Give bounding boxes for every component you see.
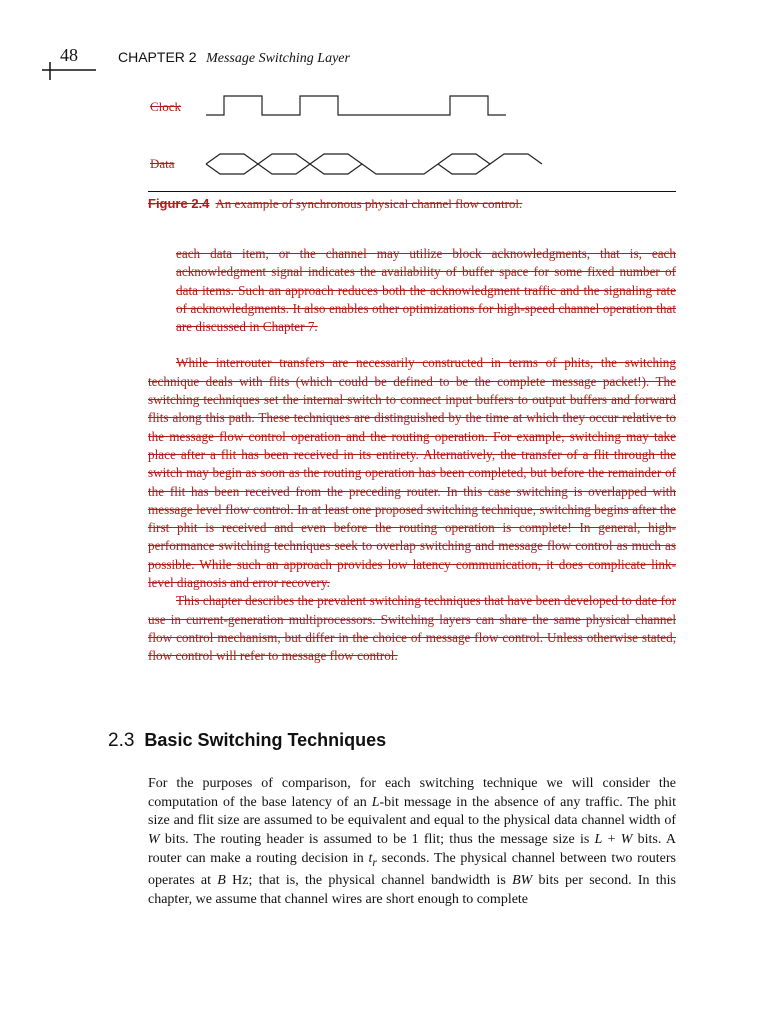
- chapter-title: Message Switching Layer: [206, 51, 350, 66]
- chapter-label: CHAPTER 2: [118, 49, 197, 65]
- clock-label: Clock: [150, 99, 182, 114]
- running-head: [118, 49, 350, 67]
- section-heading: [108, 730, 386, 752]
- struck-text-block: [148, 245, 676, 666]
- figure-caption-text: An example of synchronous physical channel flow control.: [215, 196, 523, 211]
- paragraph-3: This chapter describes the prevalent switching techniques that have been developed to date for use in current-generation multiprocessors. Switching layers can share the same physical channel flow control mechanism, but differ in the choice of message flow control. Unless otherwise stated, flow control will refer to message flow control.: [148, 593, 676, 664]
- indented-paragraph: each data item, or the channel may utilize block acknowledgments, that is, each acknowledgment signal indicates the availability of buffer space for some fixed number of data items. Such an approach reduces both the acknowledgment traffic and the signaling rate of acknowledgments. It also enables other optimizations for high-speed channel operation that are discussed in Chapter 7.: [176, 246, 676, 335]
- body-paragraph: For the purposes of comparison, for each switching technique we will consider the computation of the base latency of an L-bit message in the absence of any traffic. The phit size and flit size are assumed to be equivalent and equal to the physical data channel width of W bits. The routing header is assumed to be 1 flit; thus the message size is L + W bits. A router can make a routing decision in $t_r$ seconds. The physical channel between two routers operates at B Hz; that is, the physical channel bandwidth is BW bits per second. In this chapter, we assume that channel wires are short enough to complete: [148, 776, 677, 908]
- figure-label: Figure 2.4: [148, 196, 210, 211]
- section-title: Basic Switching Techniques: [144, 730, 387, 750]
- paragraph-2: While interrouter transfers are necessarily constructed in terms of phits, the switching technique deals with flits (which could be defined to be the complete message packet!). The switching techniques set the internal switch to connect input buffers to output buffers and forward flits along this path. These techniques are distinguished by the time at which they occur relative to the message flow control operation and the routing operation. For example, switching may take place after a flit has been received in its entirety. Alternatively, the transfer of a flit through the switch may begin as soon as the routing operation has been completed, but before the remainder of the flit has been received from the preceding router. In this case switching is overlapped with message level flow control. In at least one proposed switching technique, switching begins after the first phit is received and even before the routing operation is complete! In general, high-performance switching techniques seek to overlap switching and message flow control as much as possible. While such an approach provides low latency communication, it does complicate link-level diagnosis and error recovery.: [148, 355, 676, 591]
- figure-rule: [148, 191, 676, 192]
- data-label: Data: [150, 156, 175, 171]
- crop-mark-icon: [42, 60, 96, 80]
- data-waveform: [206, 154, 542, 174]
- page-number: 48: [60, 45, 78, 65]
- clock-waveform: [206, 96, 506, 115]
- figure-caption: [148, 196, 676, 212]
- section-number: 2.3: [108, 730, 135, 751]
